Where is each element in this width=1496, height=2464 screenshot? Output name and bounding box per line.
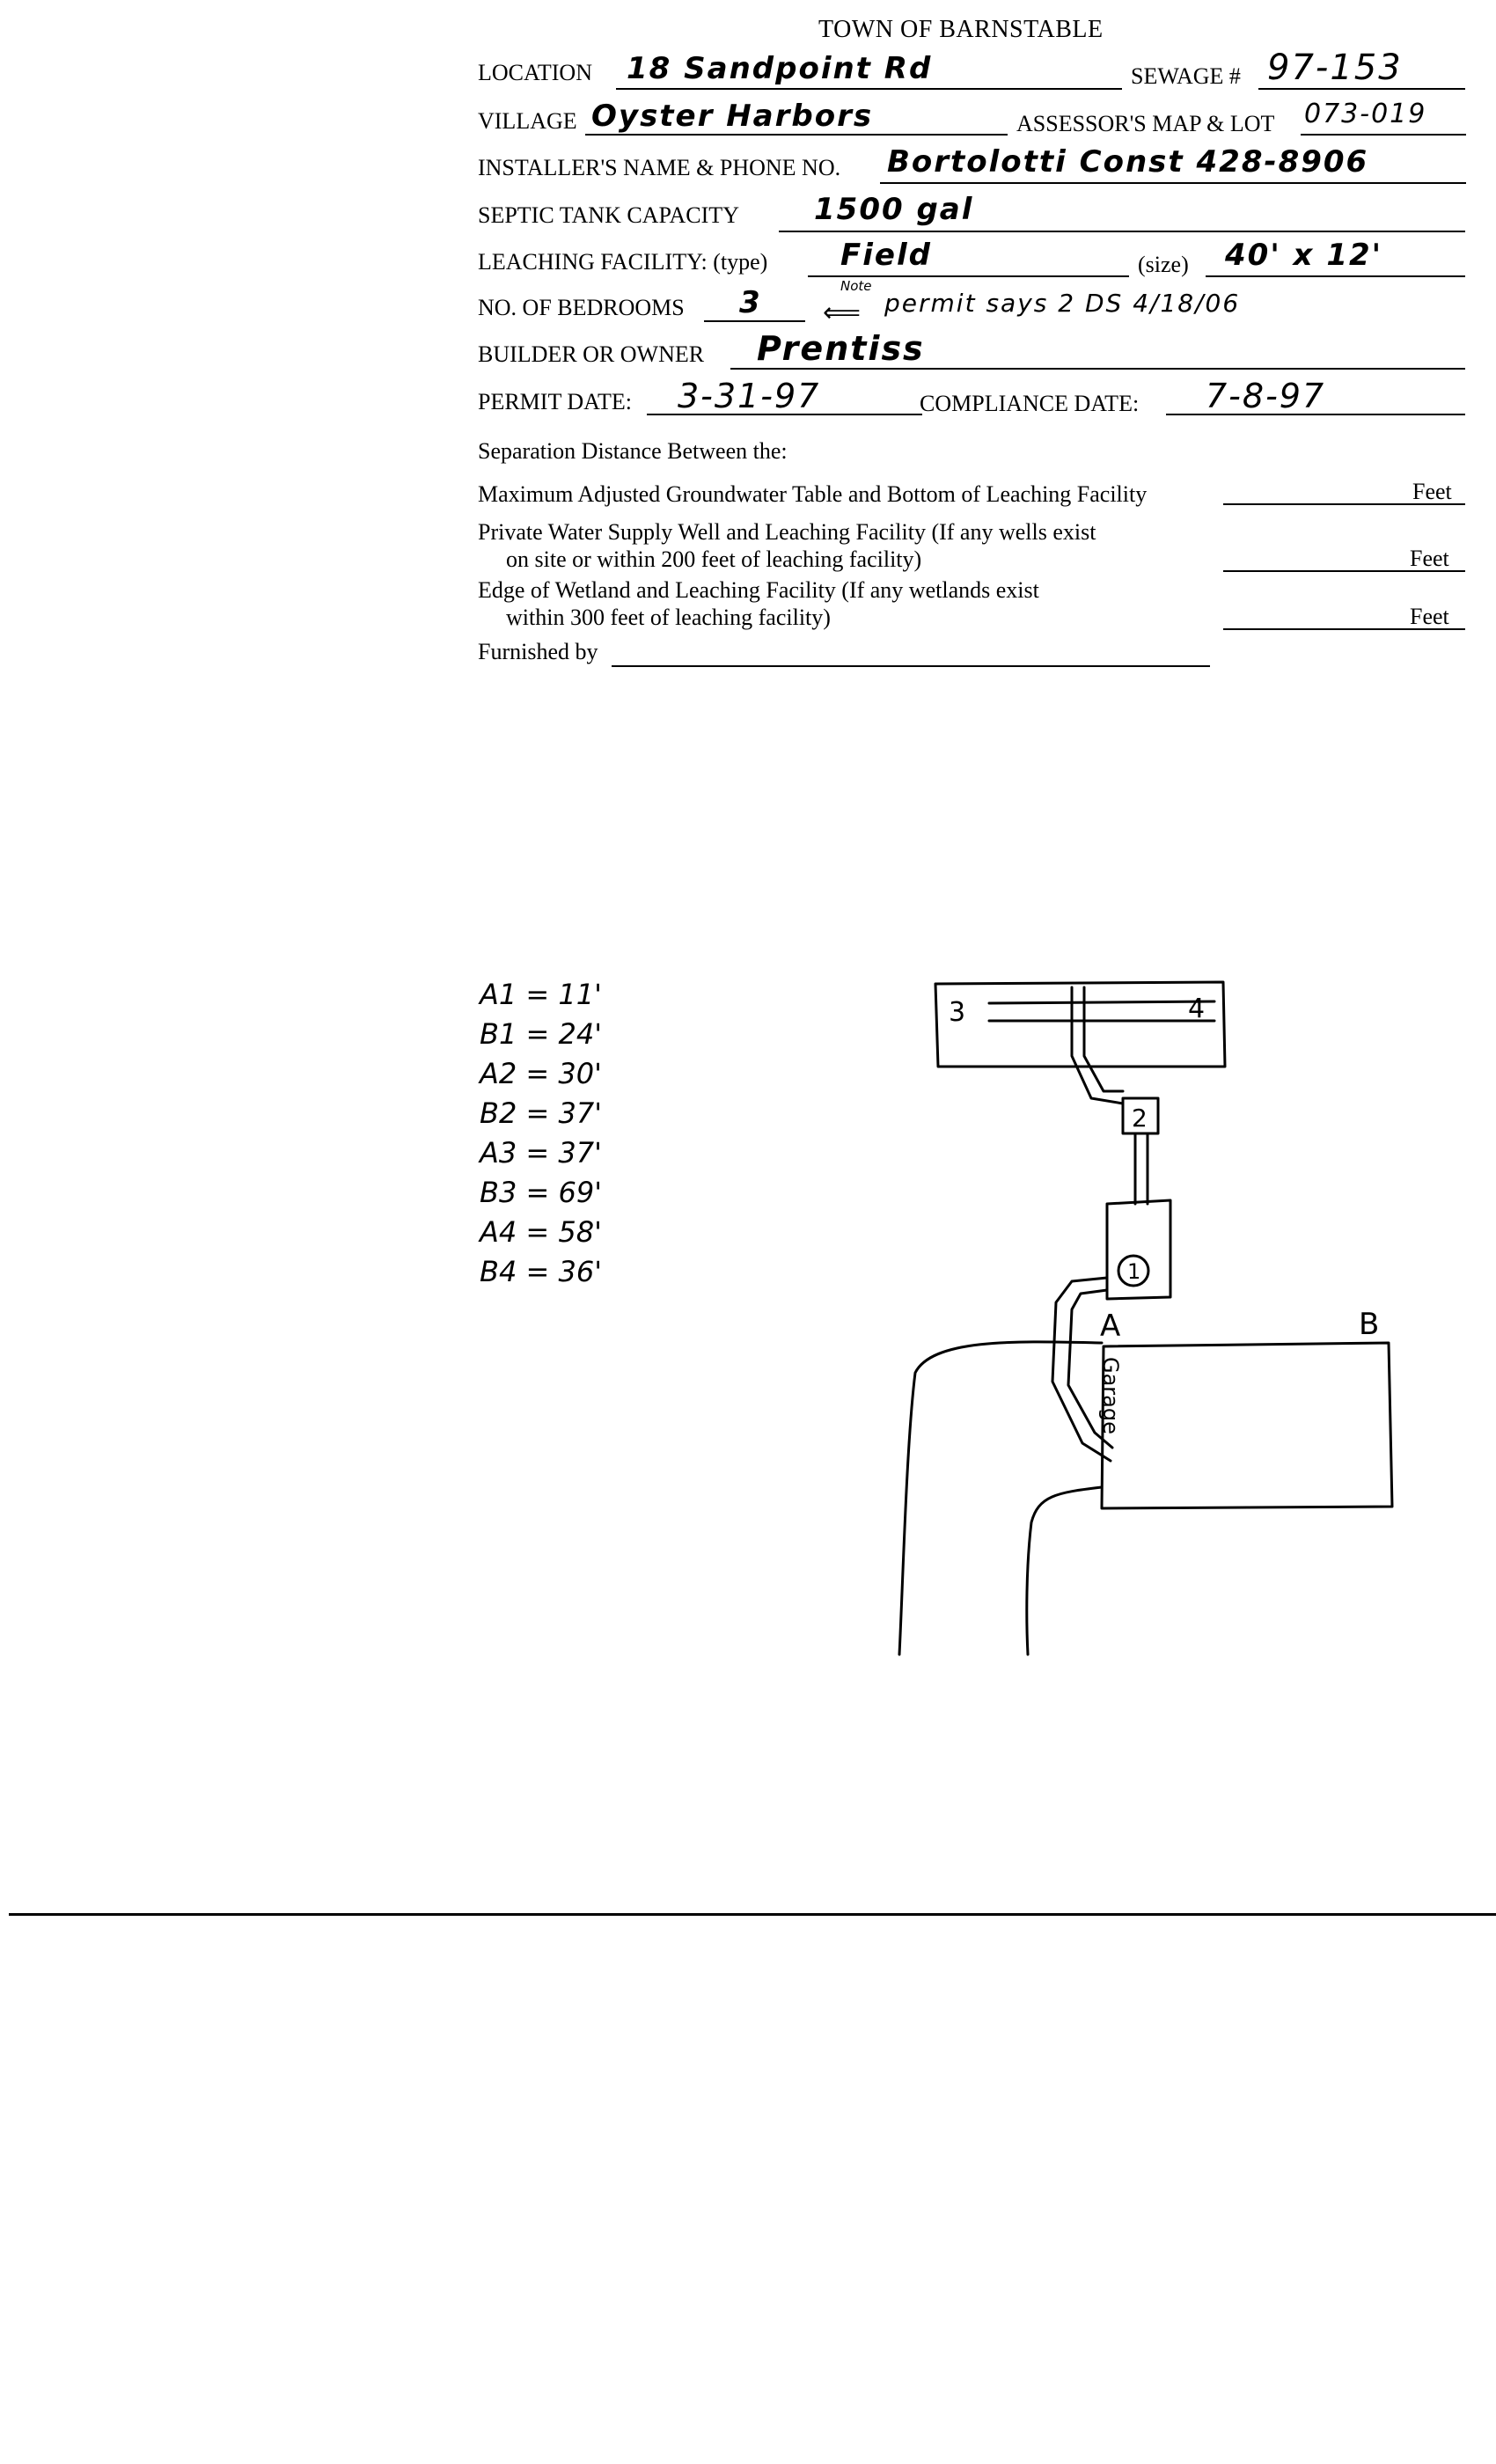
measurement-a1: A1 = 11'	[480, 978, 602, 1011]
measurement-a3: A3 = 37'	[480, 1136, 602, 1170]
compliance-date-label: COMPLIANCE DATE:	[920, 391, 1140, 416]
sep3-feet: Feet	[1410, 604, 1449, 629]
measurement-b2: B2 = 37'	[480, 1096, 602, 1130]
size-label: (size)	[1138, 252, 1189, 277]
map-lot-label: ASSESSOR'S MAP & LOT	[1016, 111, 1275, 136]
sewage-label: SEWAGE #	[1131, 63, 1241, 89]
sep2-label-line2: on site or within 200 feet of leaching facility)	[506, 546, 922, 572]
leach-label-right: 4	[1188, 994, 1206, 1024]
size-value: 40' x 12'	[1225, 238, 1383, 273]
note-tag: Note	[840, 278, 872, 294]
installer-value: Bortolotti Const 428-8906	[887, 144, 1369, 180]
village-value: Oyster Harbors	[591, 99, 874, 134]
leaching-label: LEACHING FACILITY: (type)	[478, 249, 768, 275]
sewage-value: 97-153	[1267, 48, 1403, 88]
form-title: TOWN OF BARNSTABLE	[818, 16, 1104, 43]
pipe-field-dbox-left	[1072, 987, 1123, 1104]
bedrooms-label: NO. OF BEDROOMS	[478, 295, 685, 320]
measurement-a2: A2 = 30'	[480, 1057, 602, 1090]
note-arrow-icon: ⟸	[823, 297, 862, 328]
sep1-feet: Feet	[1412, 479, 1452, 504]
location-value: 18 Sandpoint Rd	[627, 51, 933, 86]
permit-date-value: 3-31-97	[678, 377, 821, 415]
house-outline	[1102, 1343, 1392, 1508]
page-divider	[9, 1913, 1496, 1916]
leaching-type-value: Field	[840, 238, 932, 273]
measurement-b4: B4 = 36'	[480, 1255, 602, 1288]
owner-value: Prentiss	[757, 329, 925, 368]
sep2-feet: Feet	[1410, 546, 1449, 571]
sep1-label: Maximum Adjusted Groundwater Table and Bottom of Leaching Facility	[478, 481, 1148, 507]
location-label: LOCATION	[478, 60, 592, 85]
curve-right	[1027, 1487, 1102, 1654]
furnished-label: Furnished by	[478, 639, 598, 664]
corner-b-label: B	[1359, 1307, 1380, 1342]
separation-heading: Separation Distance Between the:	[478, 438, 788, 464]
sep3-label-line1: Edge of Wetland and Leaching Facility (If any wetlands exist	[478, 577, 1039, 603]
bedrooms-note: permit says 2 DS 4/18/06	[884, 289, 1241, 318]
corner-a-label: A	[1100, 1309, 1121, 1344]
permit-date-label: PERMIT DATE:	[478, 389, 633, 414]
septic-value: 1500 gal	[814, 192, 974, 227]
measurement-a4: A4 = 58'	[480, 1215, 602, 1249]
septic-label: SEPTIC TANK CAPACITY	[478, 202, 739, 228]
measurement-b1: B1 = 24'	[480, 1017, 602, 1051]
leach-label-left: 3	[949, 997, 966, 1028]
bedrooms-value: 3	[739, 285, 762, 320]
sep3-label-line2: within 300 feet of leaching facility)	[506, 605, 831, 630]
compliance-date-value: 7-8-97	[1206, 377, 1326, 415]
leaching-field-box	[935, 982, 1225, 1067]
dbox-label: 2	[1132, 1104, 1148, 1133]
sep2-label-line1: Private Water Supply Well and Leaching Facility (If any wells exist	[478, 519, 1096, 545]
village-label: VILLAGE	[478, 108, 577, 134]
leaching-field-line-top	[989, 1001, 1214, 1003]
map-lot-value: 073-019	[1304, 99, 1427, 129]
garage-label: Garage	[1098, 1357, 1123, 1434]
installer-label: INSTALLER'S NAME & PHONE NO.	[478, 155, 841, 180]
owner-label: BUILDER OR OWNER	[478, 341, 705, 367]
measurement-b3: B3 = 69'	[480, 1176, 602, 1209]
tank-label: 1	[1127, 1259, 1141, 1284]
